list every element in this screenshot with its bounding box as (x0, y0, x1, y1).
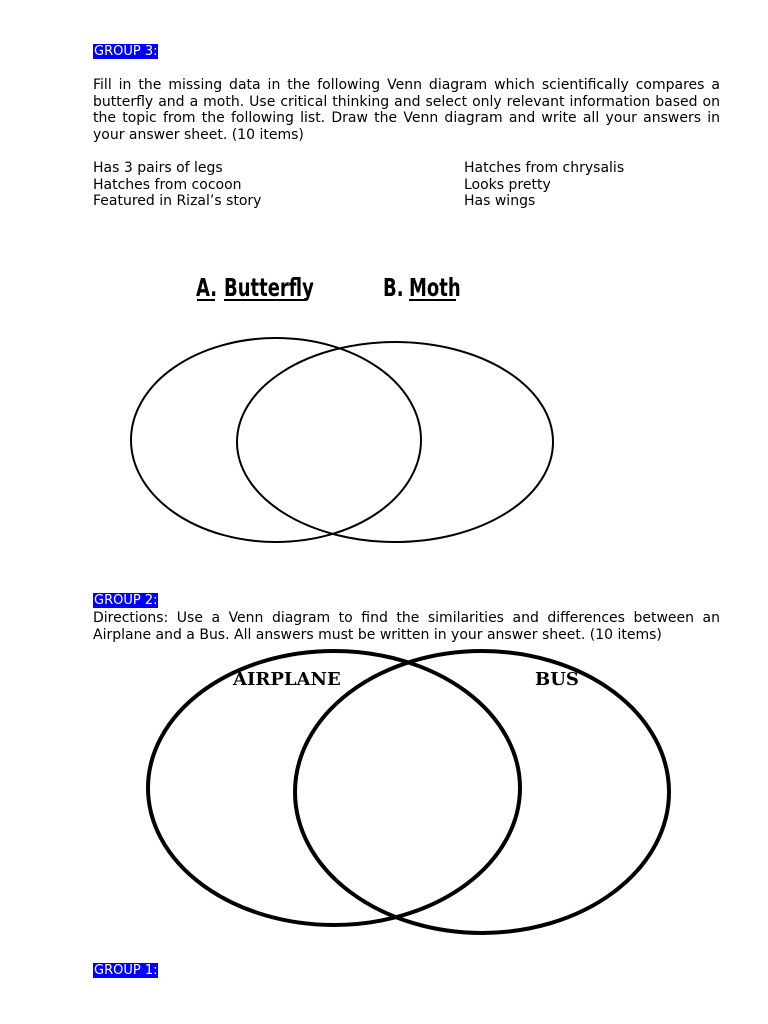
list-item: Featured in Rizal’s story (93, 193, 262, 209)
group3-label: GROUP 3: (94, 44, 158, 59)
venn-airplane-label: AIRPLANE (233, 669, 341, 690)
group3-instructions: Fill in the missing data in the following Venn diagram which scientifically compares a butterfly and a moth. Use critical thinking and select only relevant information based on the topic from the following list. Draw the Venn diagram and write all your answers in your answer sheet. (10 items) (93, 77, 720, 143)
group2-label: GROUP 2: (94, 593, 158, 608)
venn-circle-butterfly (131, 338, 421, 542)
list-item: Has wings (464, 193, 536, 209)
venn-b-letter: B. (383, 274, 404, 303)
venn-circle-airplane (148, 651, 520, 925)
list-item: Hatches from chrysalis (464, 160, 625, 176)
group1-label: GROUP 1: (94, 963, 158, 978)
venn-a-label: Butterfly (224, 274, 314, 303)
list-item: Looks pretty (464, 176, 551, 193)
venn-bus-label: BUS (535, 669, 579, 690)
venn-a-letter: A. (196, 274, 218, 303)
venn-circle-moth (237, 342, 553, 542)
group2-directions: Directions: Use a Venn diagram to find the similarities and differences between an Airplane and a Bus. All answers must be written in your answer sheet. (10 items) (93, 610, 720, 643)
list-item: Has 3 pairs of legs (93, 160, 223, 176)
list-item: Hatches from cocoon (93, 176, 242, 193)
venn-circle-bus (295, 651, 669, 933)
venn-b-label: Moth (409, 274, 461, 303)
